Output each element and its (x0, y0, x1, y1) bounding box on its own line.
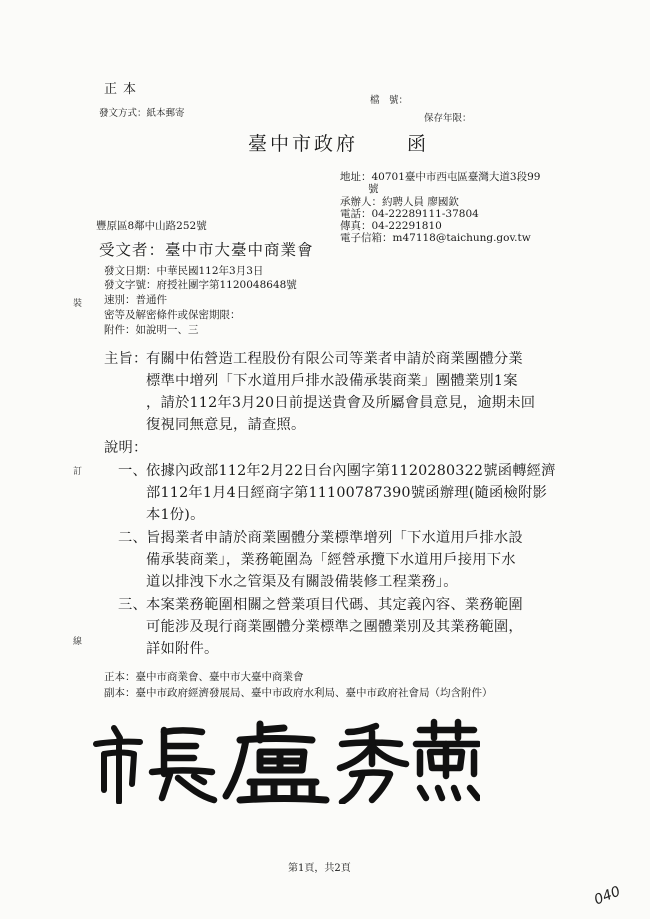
explanation-item-number: 一、 (118, 463, 147, 479)
explanation-line: 可能涉及現行商業團體分業標準之團體業別及其業務範圍， (146, 619, 523, 635)
explanation-line: 備承裝商業」，業務範圍為「經營承攬下水道用戶接用下水 (146, 552, 516, 568)
explanation-item-number: 二、 (118, 530, 147, 546)
send-method: 發文方式：紙本郵寄 (99, 108, 185, 119)
sender-phone: 電話：04-22289111-37804 (340, 208, 479, 220)
explanation-line: 道以排洩下水之管渠及有關設備裝修工程業務」。 (146, 574, 458, 590)
subject-line: 有關中佑營造工程股份有限公司等業者申請於商業團體分業 (146, 351, 523, 367)
recipient-address: 豐原區8鄰中山路252號 (96, 220, 207, 232)
sender-email: 電子信箱：m47118@taichung.gov.tw (340, 232, 531, 244)
distribution-copies: 副本：臺中市政府經濟發展局、臺中市政府水利局、臺中市政府社會局（均含附件） (104, 687, 493, 699)
file-number-label: 檔 號： (370, 95, 409, 106)
explanation-item-2 (146, 527, 523, 593)
binding-mark: 訂 (73, 467, 83, 477)
explanation-item-number: 三、 (118, 597, 147, 613)
send-number: 發文字號：府授社團字第1120048648號 (104, 279, 297, 291)
sender-address: 地址：40701臺中市西屯區臺灣大道3段99 (340, 171, 541, 183)
attachment-info: 附件：如說明一、三 (104, 324, 199, 336)
speed-class: 速別：普通件 (104, 294, 167, 306)
explanation-line: 本案業務範圍相關之營業項目代碼、其定義內容、業務範圍 (146, 597, 523, 613)
subject-label: 主旨： (104, 351, 148, 367)
recipient-line: 受文者：臺中市大臺中商業會 (99, 241, 314, 259)
document-org-title: 臺中市政府 (248, 133, 359, 155)
sender-contact: 承辦人：約聘人員 廖國欽 (340, 196, 459, 208)
explanation-line: 依據內政部112年2月22日台內團字第1120280322號函轉經濟 (146, 463, 556, 479)
sender-address-cont: 號 (368, 183, 379, 195)
subject-line: 標準中增列「下水道用戶排水設備承裝商業」團體業別1案 (146, 373, 518, 389)
mayor-signature-stamp (90, 718, 480, 804)
subject-text (146, 348, 535, 436)
secrecy-class: 密等及解密條件或保密期限： (104, 309, 241, 321)
explanation-item-3 (146, 594, 523, 660)
explanation-line: 旨揭業者申請於商業團體分業標準增列「下水道用戶排水設 (146, 530, 523, 546)
retention-label: 保存年限： (424, 113, 472, 124)
binding-mark: 裝 (73, 299, 83, 309)
page-number: 第1頁，共2頁 (288, 863, 351, 874)
explanation-line: 本1份)。 (146, 507, 205, 523)
explanation-label: 說明： (104, 440, 148, 456)
sender-fax: 傳真：04-22291810 (340, 220, 442, 232)
document-type: 函 (407, 133, 427, 155)
send-date: 發文日期：中華民國112年3月3日 (104, 265, 264, 277)
handwritten-stamp-number: 040 (591, 883, 623, 909)
copy-type-label: 正本 (104, 82, 143, 97)
subject-line: 復視同無意見，請查照。 (146, 417, 306, 433)
explanation-line: 詳如附件。 (146, 641, 219, 657)
explanation-item-1 (146, 460, 556, 526)
subject-line: ，請於112年3月20日前提送貴會及所屬會員意見，逾期未回 (146, 395, 536, 411)
explanation-line: 部112年1月4日經商字第11100787390號函辦理(隨函檢附影 (146, 485, 547, 501)
distribution-main: 正本：臺中市商業會、臺中市大臺中商業會 (104, 671, 304, 683)
binding-mark: 線 (73, 637, 83, 647)
